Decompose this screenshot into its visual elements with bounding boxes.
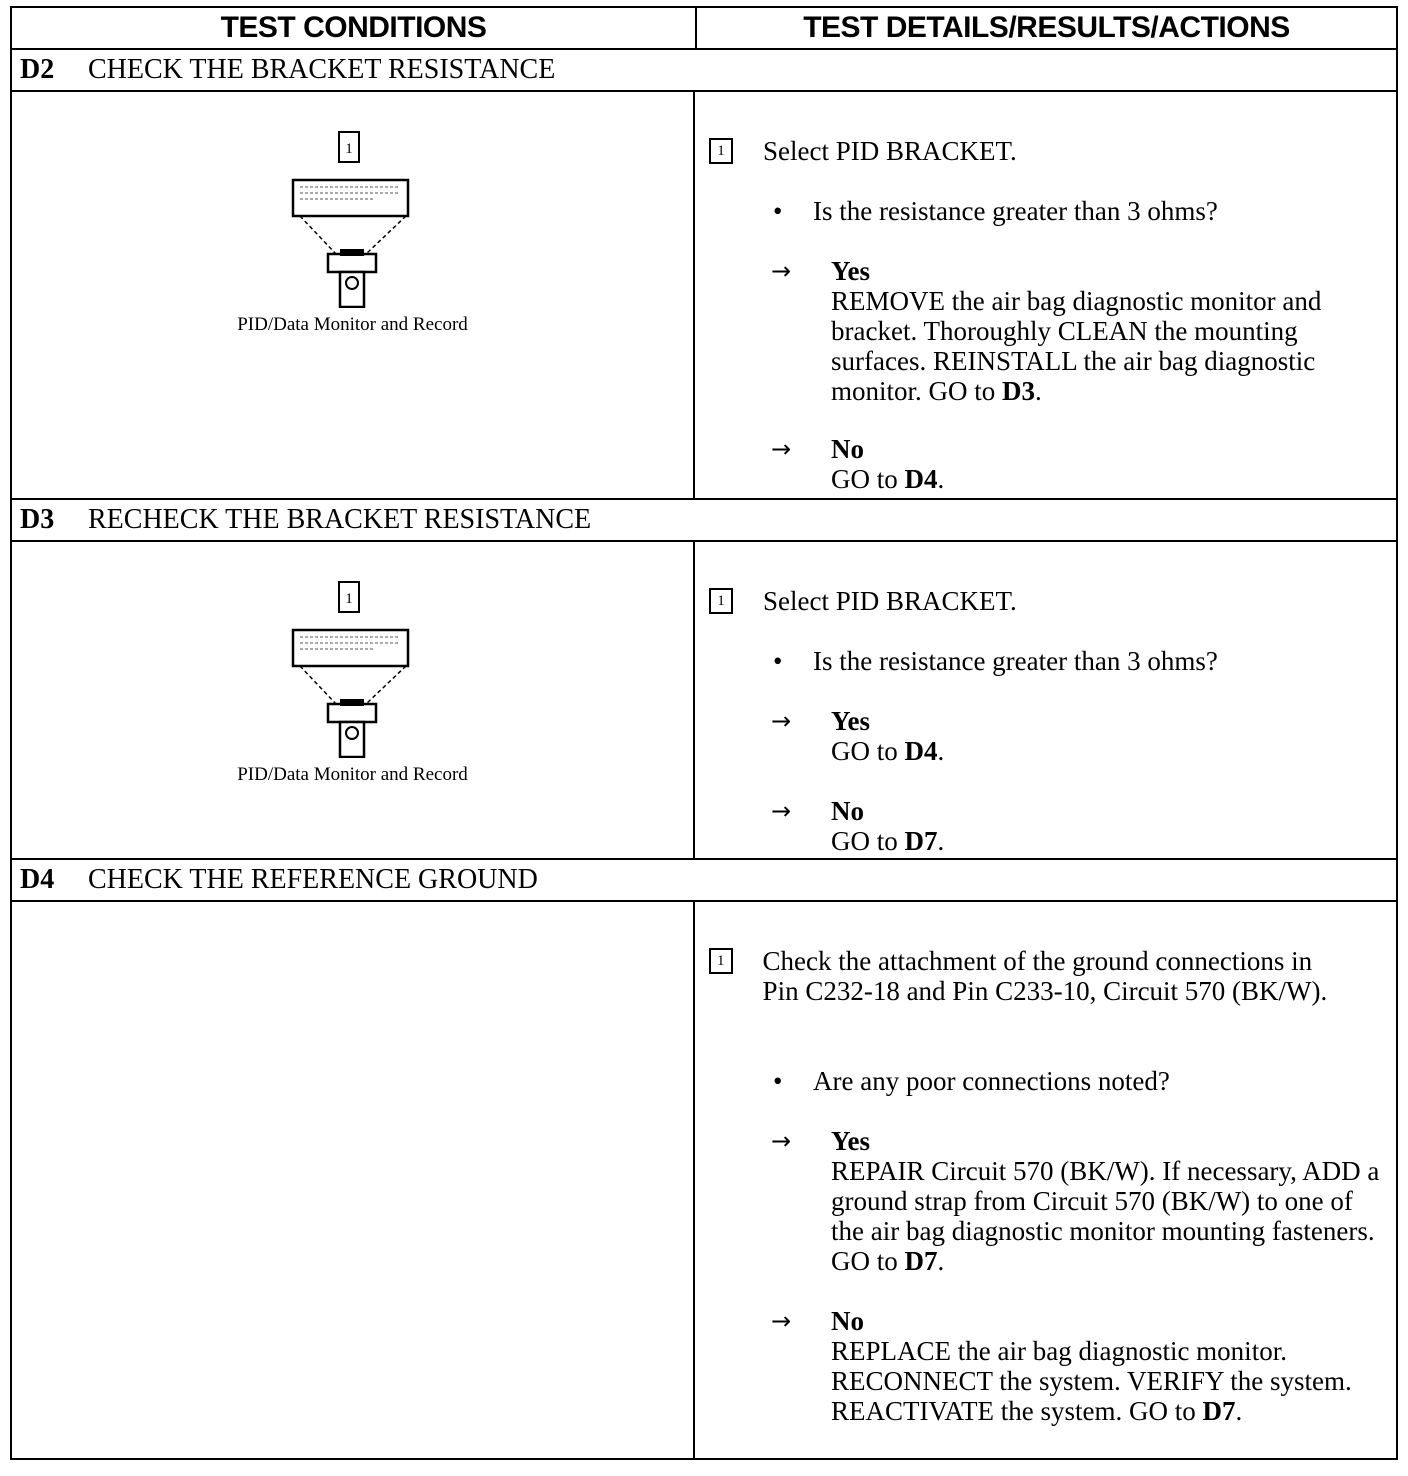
step-1	[709, 136, 1017, 166]
question	[773, 1066, 1170, 1096]
goto-ref: D4	[904, 464, 938, 494]
header-test-conditions: TEST CONDITIONS	[12, 8, 697, 48]
no-block	[831, 434, 1391, 494]
test-details-cell	[695, 92, 1396, 498]
goto-ref: D7	[904, 1246, 938, 1276]
yes-action: REMOVE the air bag diagnostic monitor and bracket. Thoroughly CLEAN the mounting surfaces. REINSTALL the air bag diagnostic monitor. GO to D3.	[831, 286, 1322, 406]
yes-label: Yes	[831, 256, 870, 286]
no-action: REPLACE the air bag diagnostic monitor. RECONNECT the system. VERIFY the system. REACTIVATE the system. GO to D7.	[831, 1336, 1352, 1426]
figure-caption: PID/Data Monitor and Record	[237, 764, 468, 785]
question	[773, 196, 1218, 226]
yes-block	[831, 706, 1391, 766]
yes-label: Yes	[831, 1126, 870, 1156]
header-test-details: TEST DETAILS/RESULTS/ACTIONS	[803, 11, 1290, 44]
no-action: GO to D7.	[831, 826, 945, 856]
right-arrow-icon: →	[771, 1307, 792, 1335]
section-title-d3	[12, 500, 1396, 542]
step-1	[709, 586, 1017, 616]
section-row-d4	[12, 902, 1396, 1458]
test-conditions-cell	[12, 542, 695, 858]
step-1	[709, 946, 1349, 1006]
figure-d3	[12, 580, 693, 786]
table-header	[12, 8, 1396, 50]
diagnostic-test-table	[10, 6, 1398, 1460]
section-row-d3	[12, 542, 1396, 860]
right-arrow-icon: →	[771, 435, 792, 463]
bullet-icon: •	[773, 1066, 783, 1096]
yes-branch	[771, 256, 1391, 406]
no-branch	[771, 1306, 1391, 1426]
right-arrow-icon: →	[771, 797, 792, 825]
test-details-cell	[695, 542, 1396, 858]
no-block	[831, 1306, 1391, 1426]
section-id: D4	[20, 864, 55, 895]
section-id: D2	[20, 54, 55, 85]
question-text: Is the resistance greater than 3 ohms?	[813, 646, 1218, 676]
bullet-icon: •	[773, 196, 783, 226]
bullet-icon: •	[773, 646, 783, 676]
yes-block	[831, 1126, 1391, 1276]
question	[773, 646, 1218, 676]
test-conditions-cell	[12, 92, 695, 498]
step-text: Select PID BRACKET.	[763, 586, 1017, 616]
no-action: GO to D4.	[831, 464, 945, 494]
question-text: Is the resistance greater than 3 ohms?	[813, 196, 1218, 226]
right-arrow-icon: →	[771, 1127, 792, 1155]
yes-label: Yes	[831, 706, 870, 736]
yes-branch	[771, 1126, 1391, 1276]
goto-ref: D3	[1002, 376, 1036, 406]
yes-block	[831, 256, 1391, 406]
test-details-cell	[695, 902, 1396, 1458]
goto-ref: D7	[1202, 1396, 1236, 1426]
pid-data-monitor-icon	[288, 130, 418, 308]
yes-action: REPAIR Circuit 570 (BK/W). If necessary, ADD a ground strap from Circuit 570 (BK/W) to one of the air bag diagnostic monitor mounting fasteners. GO to D7.	[831, 1156, 1380, 1276]
step-number-box: 1	[709, 138, 733, 164]
figure-number: 1	[344, 591, 353, 607]
right-arrow-icon: →	[771, 257, 792, 285]
yes-branch	[771, 706, 1391, 766]
figure-number: 1	[344, 141, 353, 157]
step-number-box: 1	[709, 948, 733, 974]
step-number-box: 1	[709, 588, 733, 614]
yes-action: GO to D4.	[831, 736, 945, 766]
right-arrow-icon: →	[771, 707, 792, 735]
no-label: No	[831, 796, 864, 826]
step-text: Check the attachment of the ground connections in Pin C232-18 and Pin C233-10, Circuit 570 (BK/W).	[762, 946, 1328, 1006]
no-branch	[771, 434, 1391, 494]
section-row-d2	[12, 92, 1396, 500]
goto-ref: D4	[904, 736, 938, 766]
no-block	[831, 796, 1391, 856]
section-title-d4	[12, 860, 1396, 902]
no-label: No	[831, 1306, 864, 1336]
figure-d2	[12, 130, 693, 336]
test-conditions-cell	[12, 902, 695, 1458]
pid-data-monitor-icon	[288, 580, 418, 758]
no-label: No	[831, 434, 864, 464]
no-branch	[771, 796, 1391, 856]
figure-caption: PID/Data Monitor and Record	[237, 314, 468, 335]
section-title-text: RECHECK THE BRACKET RESISTANCE	[88, 504, 592, 535]
section-title-d2	[12, 50, 1396, 92]
section-id: D3	[20, 504, 55, 535]
question-text: Are any poor connections noted?	[813, 1066, 1170, 1096]
goto-ref: D7	[904, 826, 938, 856]
section-title-text: CHECK THE BRACKET RESISTANCE	[88, 54, 556, 85]
step-text: Select PID BRACKET.	[763, 136, 1017, 166]
section-title-text: CHECK THE REFERENCE GROUND	[88, 864, 538, 895]
